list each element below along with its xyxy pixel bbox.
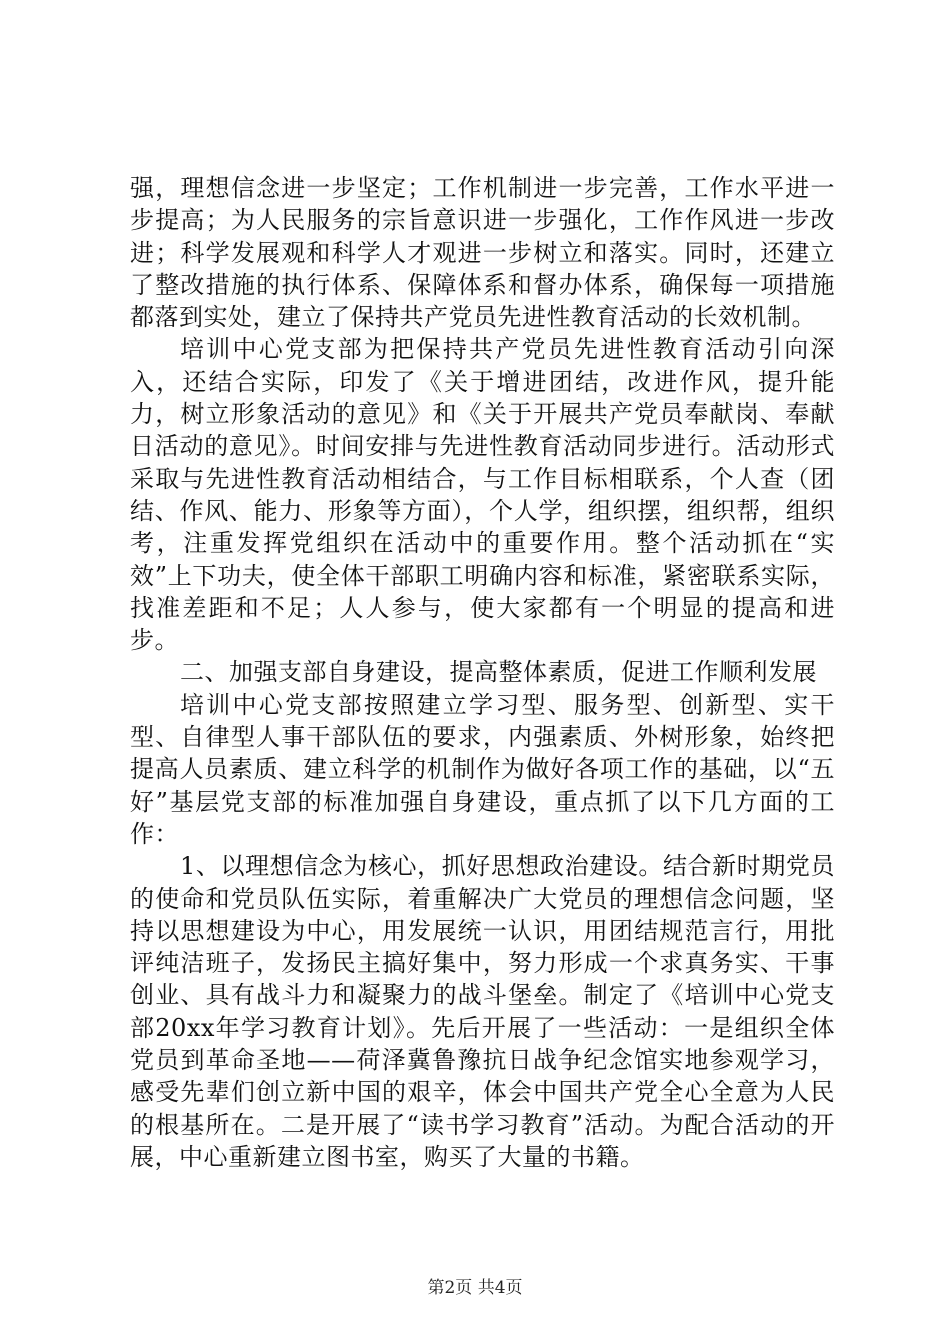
paragraph-continuation: 强，理想信念进一步坚定；工作机制进一步完善，工作水平进一步提高；为人民服务的宗旨意识进一步强化，工作作风进一步改进；科学发展观和科学人才观进一步树立和落实。同时，还建立了整改措施的执行体系、保障体系和督办体系，确保每一项措施都落到实处，建立了保持共产党员先进性教育活动的长效机制。	[130, 174, 835, 332]
paragraph-training-center: 培训中心党支部为把保持共产党员先进性教育活动引向深入，还结合实际，印发了《关于增进团结，改进作风，提升能力，树立形象活动的意见》和《关于开展共产党员奉献岗、奉献日活动的意见》。时间安排与先进性教育活动同步进行。活动形式采取与先进性教育活动相结合，与工作目标相联系，个人查（团结、作风、能力、形象等方面），个人学，组织摆，组织帮，组织考，注重发挥党组织在活动中的重要作用。整个活动抓在“实效”上下功夫，使全体干部职工明确内容和标准，紧密联系实际，找准差距和不足；人人参与，使大家都有一个明显的提高和进步。	[130, 335, 835, 655]
page-number-footer: 第2页 共4页	[427, 1278, 523, 1298]
document-body	[130, 172, 835, 1173]
section-heading-two: 二、加强支部自身建设，提高整体素质，促进工作顺利发展	[180, 658, 817, 687]
paragraph-self-construction: 培训中心党支部按照建立学习型、服务型、创新型、实干型、自律型人事干部队伍的要求，内强素质、外树形象，始终把提高人员素质、建立科学的机制作为做好各项工作的基础，以“五好”基层党支部的标准加强自身建设，重点抓了以下几方面的工作：	[130, 690, 835, 848]
paragraph-item-one: 1、以理想信念为核心，抓好思想政治建设。结合新时期党员的使命和党员队伍实际，着重解决广大党员的理想信念问题，坚持以思想建设为中心，用发展统一认识，用团结规范言行，用批评纯洁班子，发扬民主搞好集中，努力形成一个求真务实、干事创业、具有战斗力和凝聚力的战斗堡垒。制定了《培训中心党支部20xx年学习教育计划》。先后开展了一些活动：一是组织全体党员到革命圣地——荷泽冀鲁豫抗日战争纪念馆实地参观学习，感受先辈们创立新中国的艰辛，体会中国共产党全心全意为人民的根基所在。二是开展了“读书学习教育”活动。为配合活动的开展，中心重新建立图书室，购买了大量的书籍。	[130, 852, 835, 1171]
